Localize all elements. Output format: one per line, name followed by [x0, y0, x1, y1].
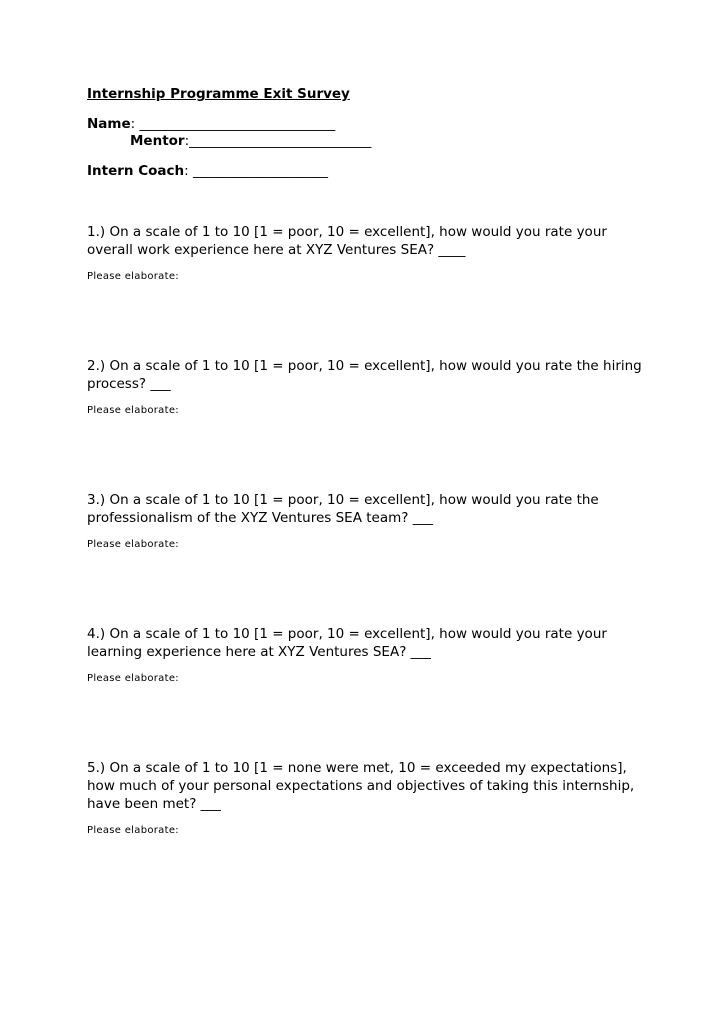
intern-coach-blank-line: : ____________________ [184, 163, 328, 179]
question-4: 4.) On a scale of 1 to 10 [1 = poor, 10 = excellent], how would you rate your learning experience here at XYZ Ventures SEA? ___ [87, 626, 607, 660]
mentor-field [130, 133, 371, 149]
mentor-blank-line: :___________________________ [184, 133, 372, 149]
question-3-elaborate-label: Please elaborate: [87, 539, 179, 550]
question-4-elaborate-label: Please elaborate: [87, 673, 179, 684]
name-label: Name [87, 116, 131, 132]
question-1-elaborate-label: Please elaborate: [87, 271, 179, 282]
document-title: Internship Programme Exit Survey [87, 86, 350, 102]
question-1: 1.) On a scale of 1 to 10 [1 = poor, 10 = excellent], how would you rate your overall work experience here at XYZ Ventures SEA? ____ [87, 224, 607, 258]
name-blank-line: : _____________________________ [130, 116, 336, 132]
mentor-label: Mentor [130, 133, 185, 149]
name-field [87, 116, 335, 132]
question-2-elaborate-label: Please elaborate: [87, 405, 179, 416]
question-5-elaborate-label: Please elaborate: [87, 825, 179, 836]
intern-coach-field [87, 163, 328, 179]
question-2: 2.) On a scale of 1 to 10 [1 = poor, 10 = excellent], how would you rate the hiring process? ___ [87, 358, 642, 392]
intern-coach-label: Intern Coach [87, 163, 185, 179]
question-3: 3.) On a scale of 1 to 10 [1 = poor, 10 = excellent], how would you rate the professionalism of the XYZ Ventures SEA team? ___ [87, 492, 599, 526]
question-5: 5.) On a scale of 1 to 10 [1 = none were met, 10 = exceeded my expectations], how much of your personal expectations and objectives of taking this internship, have been met? ___ [87, 760, 635, 812]
